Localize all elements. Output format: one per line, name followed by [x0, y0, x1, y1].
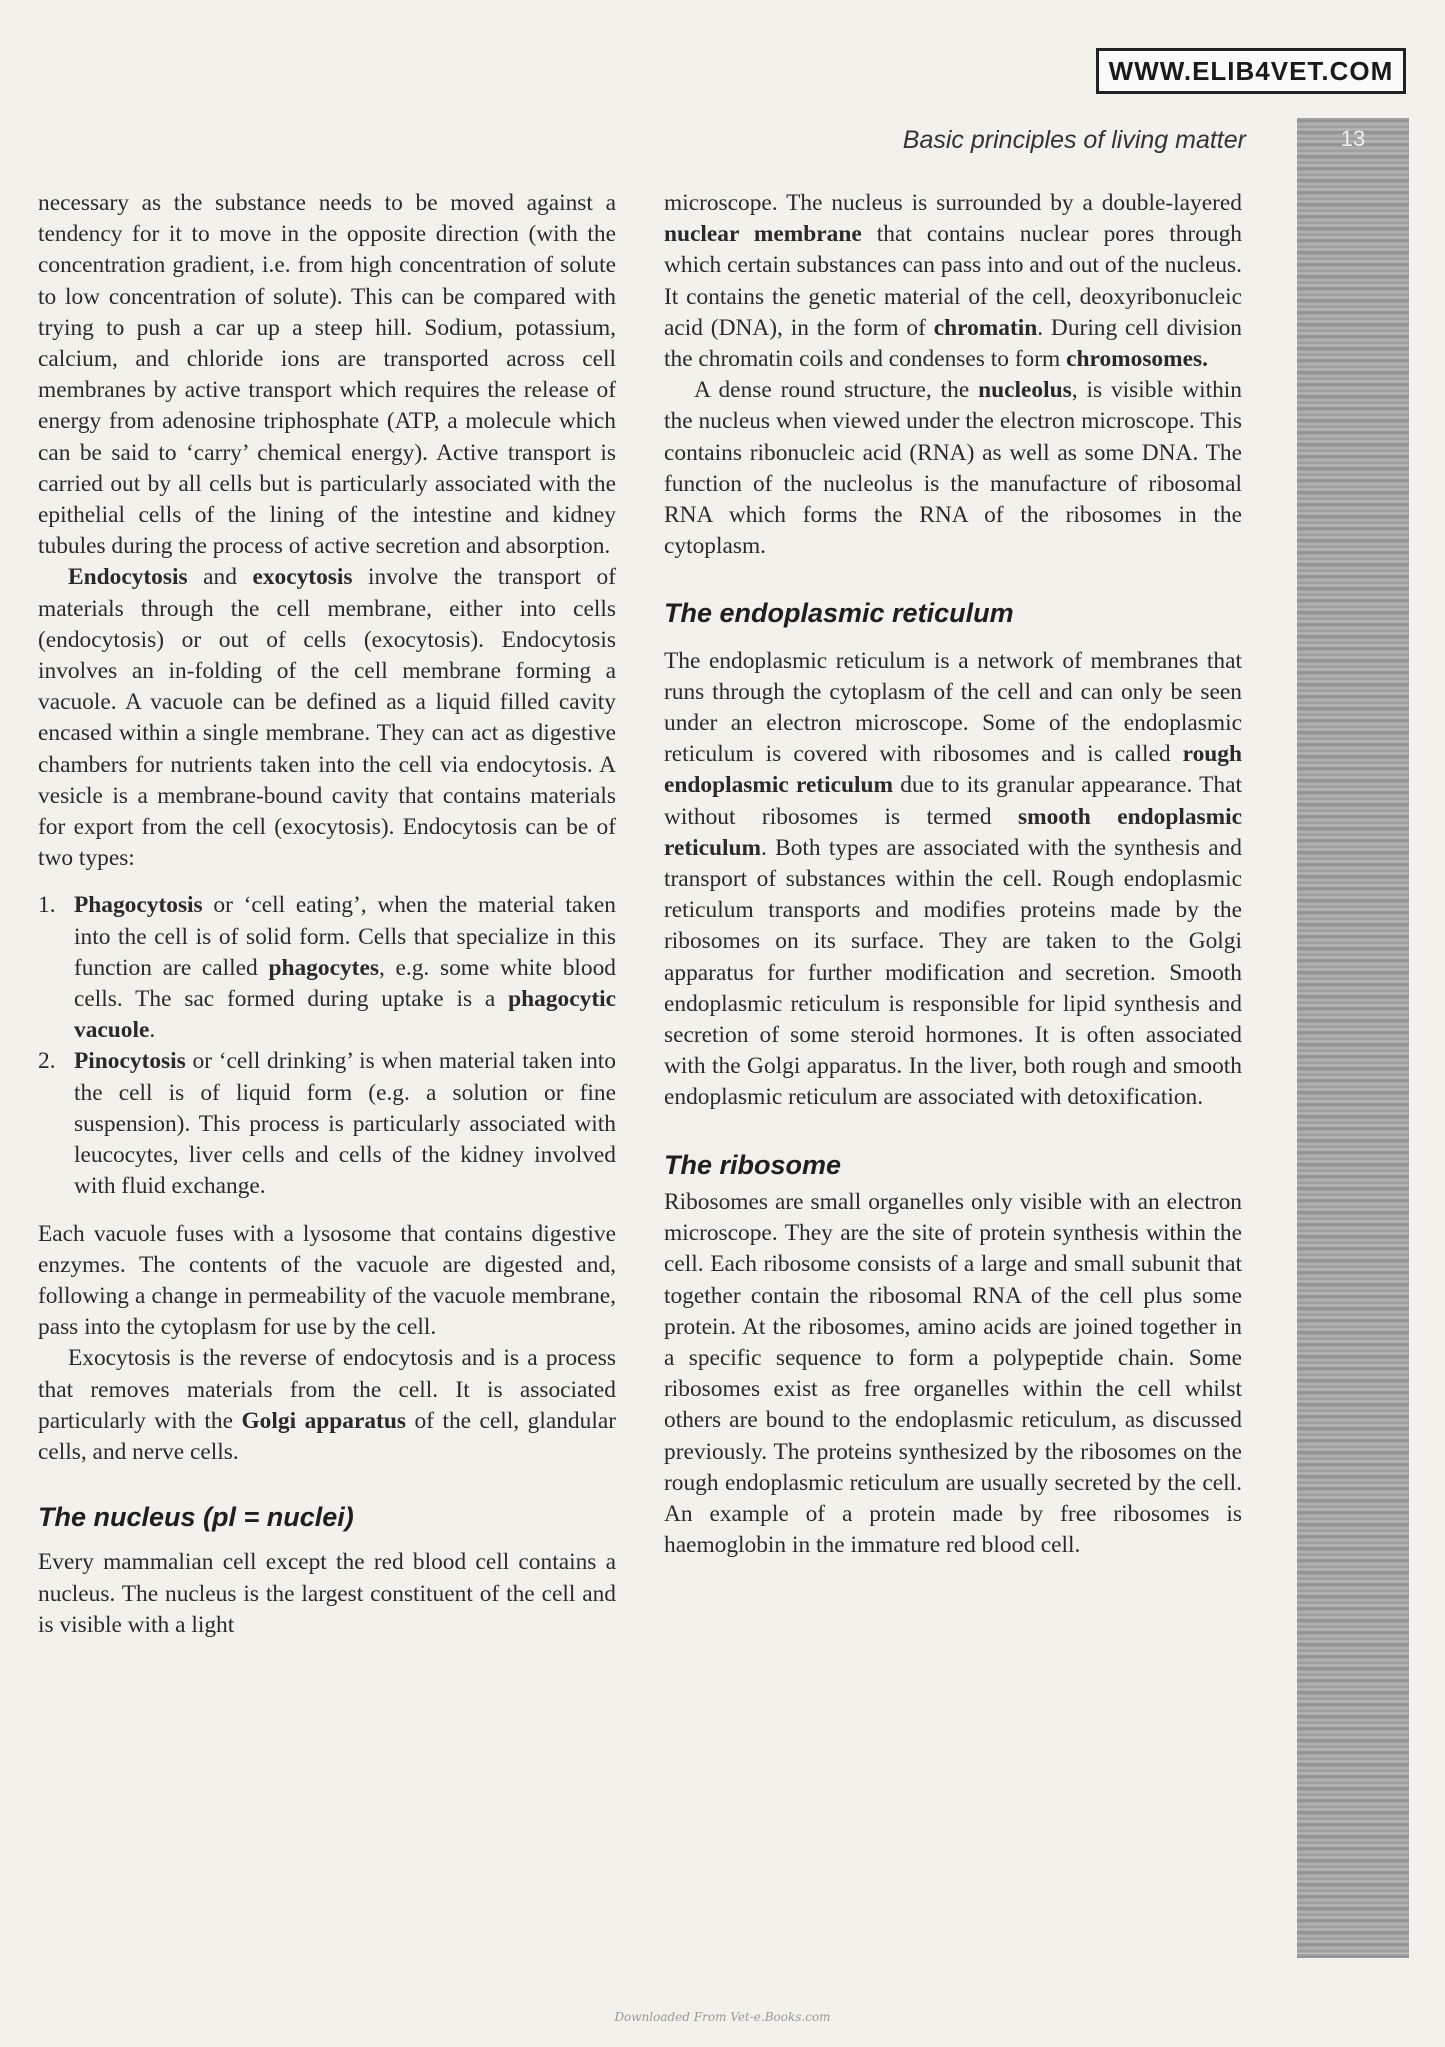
term-golgi-apparatus: Golgi apparatus — [241, 1407, 406, 1434]
text-run: , is visible within the nucleus when viewed under the electron microscope. This contains ribonucleic acid (RNA) as well as some DNA. The function of the nucleolus is the manufacture of ribosomal RNA which forms the RNA of the ribosomes in the cytoplasm. — [664, 377, 1242, 560]
list-number: 1. — [38, 892, 56, 919]
right-column — [664, 188, 1242, 1561]
running-head: Basic principles of living matter — [902, 126, 1246, 154]
paragraph-exocytosis — [38, 1343, 616, 1468]
text-run: that contains nuclear pores through which certain substances can pass into and out of the nucleus. It contains the genetic material of the cell, deoxyribonucleic acid (DNA), in the form of — [664, 221, 1242, 341]
term-pinocytosis: Pinocytosis — [74, 1048, 186, 1075]
text-run: or ‘cell drinking’ is when material taken into the cell is of liquid form (e.g. a solution or fine suspension). This process is particularly associated with leucocytes, liver cells and cells of the kidney involved with fluid exchange. — [74, 1048, 616, 1200]
paragraph-nucleolus — [664, 375, 1242, 562]
list-number: 2. — [38, 1048, 56, 1075]
endocytosis-types-list — [38, 890, 616, 1202]
term-endocytosis: Endocytosis — [68, 564, 188, 591]
term-exocytosis: exocytosis — [252, 564, 353, 591]
paragraph-vacuole: Each vacuole fuses with a lysosome that contains digestive enzymes. The contents of the vacuole are digested and, following a change in permeability of the vacuole membrane, pass into the cytoplasm for use by the cell. — [38, 1220, 616, 1341]
watermark-stamp: WWW.ELIB4VET.COM — [1096, 48, 1406, 94]
text-run: of the cell, glandular cells, and nerve cells. — [38, 1407, 616, 1465]
heading-nucleus: The nucleus (pl = nuclei) — [38, 1502, 354, 1533]
download-footer: Downloaded From Vet-e.Books.com — [614, 2010, 831, 2024]
term-phagocytes: phagocytes — [268, 954, 379, 981]
paragraph-endoplasmic-reticulum — [664, 646, 1242, 1114]
text-run: involve the transport of materials through the cell membrane, either into cells (endocytosis) or out of cells (exocytosis). Endocytosis involves an in-folding of the cell membrane forming a vacuole. A vacuole can be defined as a liquid filled cavity encased within a single membrane. They can act as digestive chambers for nutrients taken into the cell via endocytosis. A vesicle is a membrane-bound cavity that contains materials for export from the cell (exocytosis). Endocytosis can be of two types: — [38, 564, 616, 872]
page-number: 13 — [1340, 126, 1366, 151]
left-column — [38, 188, 616, 1641]
text-run: microscope. The nucleus is surrounded by a double-layered — [664, 190, 1242, 216]
term-rough-er: rough endoplasmic reticulum — [664, 741, 1242, 799]
term-nucleolus: nucleolus — [978, 377, 1072, 404]
term-smooth-er: smooth endoplasmic reticulum — [664, 803, 1242, 861]
text-run: A dense round structure, the — [694, 377, 979, 404]
list-item — [38, 1046, 616, 1202]
paragraph-nucleus: Every mammalian cell except the red blood cell contains a nucleus. The nucleus is the largest constituent of the cell and is visible with a light — [38, 1549, 616, 1638]
text-run: and — [187, 564, 253, 591]
paragraph-active-transport: necessary as the substance needs to be moved against a tendency for it to move in the opposite direction (with the concentration gradient, i.e. from high concentration of solute to low concentration of solute). This can be compared with trying to push a car up a steep hill. Sodium, potassium, calcium, and chloride ions are transported across cell membranes by active transport which requires the release of energy from adenosine triphosphate (ATP, a molecule which can be said to ‘carry’ chemical energy). Active transport is carried out by all cells but is particularly associated with the epithelial cells of the lining of the intestine and kidney tubules during the process of active secretion and absorption. — [38, 190, 616, 560]
term-chromatin: chromatin — [933, 314, 1038, 341]
term-phagocytosis: Phagocytosis — [74, 892, 203, 919]
text-run: . — [149, 1017, 156, 1044]
text-run: The endoplasmic reticulum is a network of membranes that runs through the cytoplasm of the cell and can only be seen under an electron microscope. Some of the endoplasmic reticulum is covered with ribosomes and is called — [664, 647, 1242, 768]
thumb-index-strip — [1297, 118, 1409, 1958]
paragraph-ribosome: Ribosomes are small organelles only visible with an electron microscope. They are the site of protein synthesis within the cell. Each ribosome consists of a large and small subunit that together contain the ribosomal RNA of the cell plus some protein. At the ribosomes, amino acids are joined together in a specific sequence to form a polypeptide chain. Some ribosomes exist as free organelles within the cell whilst others are bound to the endoplasmic reticulum, as discussed previously. The proteins synthesized by the ribosomes on the rough endoplasmic reticulum are usually secreted by the cell. An example of a protein made by free ribosomes is haemoglobin in the immature red blood cell. — [664, 1188, 1242, 1559]
paragraph-endocytosis — [38, 562, 616, 874]
text-run: Exocytosis is the reverse of endocytosis and is a process that removes materials from the cell. It is associated particularly with the — [38, 1345, 616, 1434]
text-run: or ‘cell eating’, when the material taken into the cell is of solid form. Cells that specialize in this function are called — [74, 892, 616, 981]
text-run: . During cell division the chromatin coils and condenses to form — [664, 314, 1242, 373]
text-run: . Both types are associated with the synthesis and transport of substances within the cell. Rough endoplasmic reticulum transports and modifies proteins made by the ribosomes on its surface. They are taken to the Golgi apparatus for further modification and secretion. Smooth endoplasmic reticulum is responsible for lipid synthesis and secretion of some steroid hormones. It is often associated with the Golgi apparatus. In the liver, both rough and smooth endoplasmic reticulum are associated with detoxification. — [664, 834, 1242, 1111]
text-run: due to its granular appearance. That without ribosomes is termed — [664, 772, 1242, 830]
term-phagocytic-vacuole: phagocytic vacuole — [74, 986, 616, 1044]
heading-ribosome: The ribosome — [664, 1149, 842, 1180]
list-item — [38, 890, 616, 1046]
term-nuclear-membrane: nuclear membrane — [664, 221, 862, 248]
paragraph-nuclear-membrane — [664, 188, 1242, 375]
heading-endoplasmic-reticulum: The endoplasmic reticulum — [664, 598, 1014, 629]
text-run: , e.g. some white blood cells. The sac formed during uptake is a — [74, 954, 616, 1013]
term-chromosomes: chromosomes. — [1066, 346, 1208, 373]
